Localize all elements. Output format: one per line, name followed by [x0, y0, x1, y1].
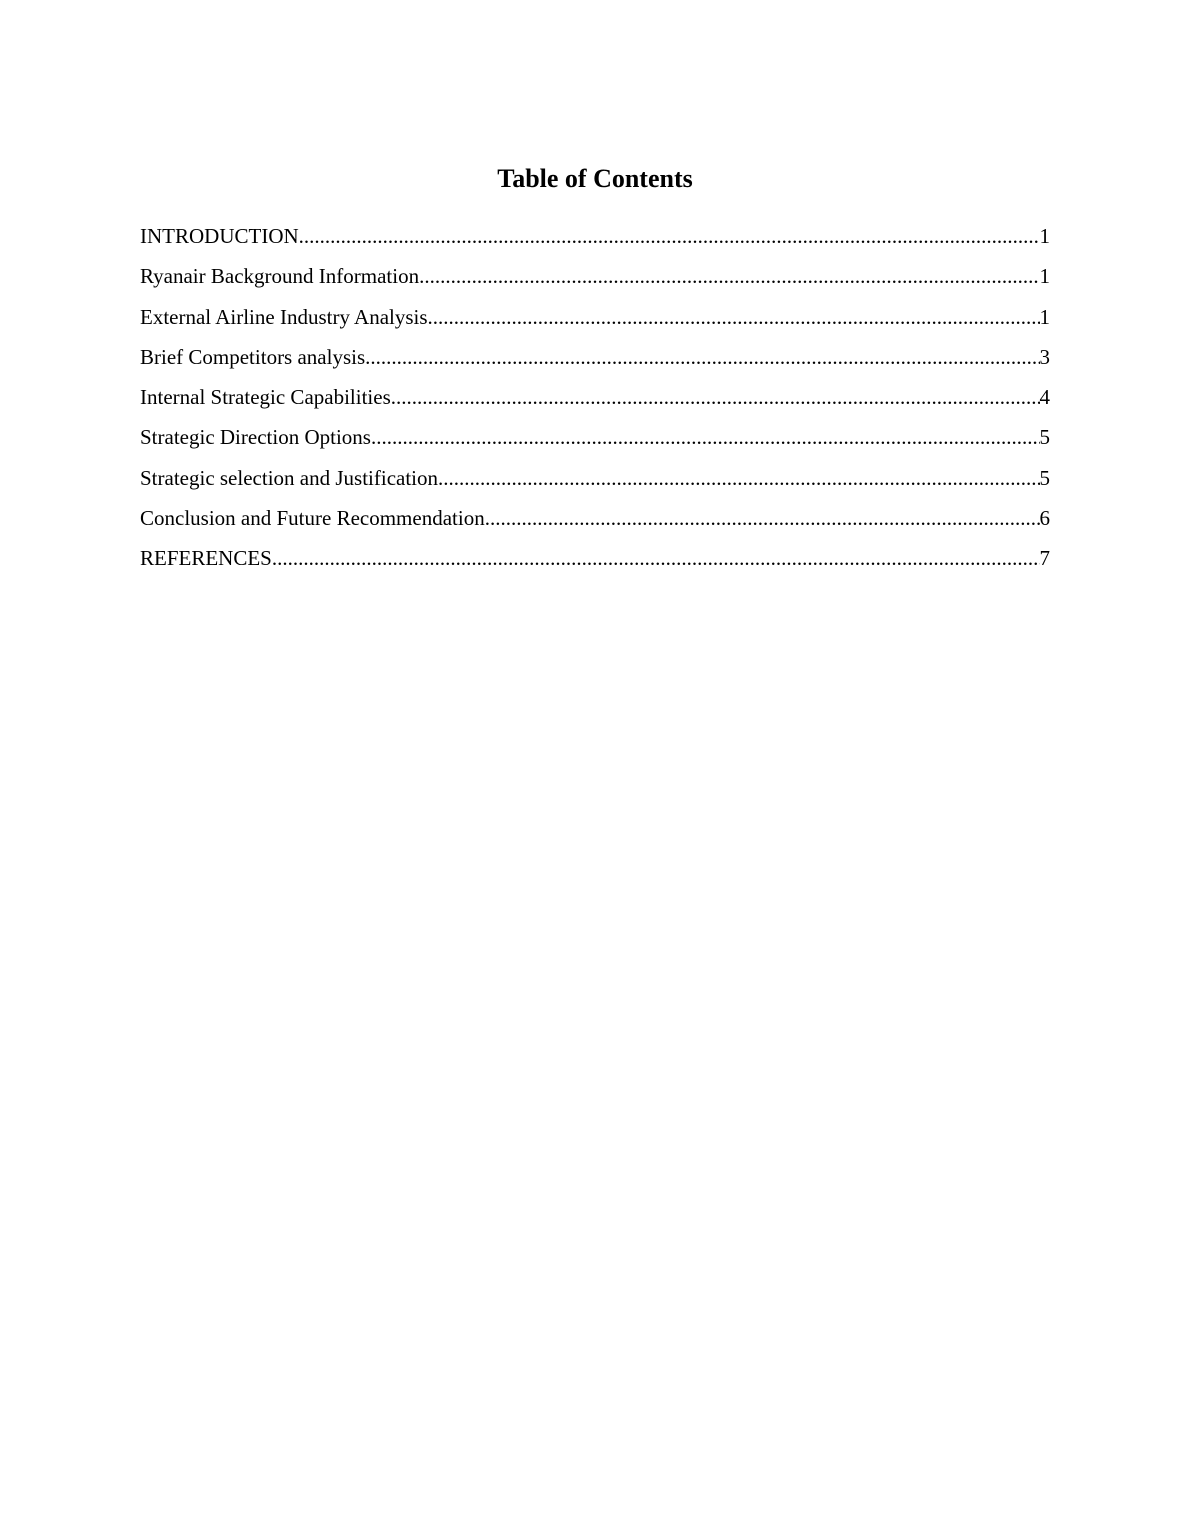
toc-page-number: 5 — [1039, 425, 1050, 450]
toc-page-number: 4 — [1039, 385, 1050, 410]
toc-entry-references[interactable] — [140, 544, 1050, 584]
toc-entry-label: Internal Strategic Capabilities — [140, 385, 391, 410]
toc-dot-leader — [299, 222, 1040, 250]
toc-entry-label: Strategic selection and Justification — [140, 465, 438, 490]
toc-dot-leader — [365, 343, 1039, 371]
toc-entry-label: REFERENCES — [140, 546, 272, 571]
toc-dot-leader — [485, 504, 1040, 532]
toc-page-number: 1 — [1039, 224, 1050, 248]
toc-dot-leader — [419, 262, 1039, 290]
toc-entry-label: External Airline Industry Analysis — [140, 304, 428, 329]
toc-entry-introduction[interactable] — [140, 222, 1050, 262]
toc-page-number: 7 — [1039, 546, 1050, 571]
toc-entry-label: INTRODUCTION — [140, 224, 299, 248]
toc-dot-leader — [438, 464, 1040, 492]
toc-page-number: 1 — [1039, 304, 1050, 329]
toc-entry-label: Conclusion and Future Recommendation — [140, 506, 485, 531]
toc-dot-leader — [391, 383, 1040, 411]
toc-dot-leader — [371, 423, 1040, 451]
toc-page-number: 5 — [1039, 465, 1050, 490]
toc-entry-external-analysis[interactable] — [140, 303, 1050, 343]
toc-entry-label: Ryanair Background Information — [140, 264, 420, 289]
toc-entry-internal-capabilities[interactable] — [140, 383, 1050, 423]
toc-dot-leader — [272, 544, 1040, 572]
toc-entry-label: Brief Competitors analysis — [140, 344, 366, 369]
toc-entry-label: Strategic Direction Options — [140, 425, 371, 450]
toc-title: Table of Contents — [497, 164, 693, 193]
toc-entry-strategic-direction[interactable] — [140, 423, 1050, 463]
toc-entry-ryanair-background[interactable] — [140, 262, 1050, 302]
toc-page-number: 1 — [1039, 264, 1050, 289]
toc-page-number: 6 — [1039, 506, 1050, 531]
toc-list — [140, 222, 1050, 585]
toc-entry-conclusion[interactable] — [140, 504, 1050, 544]
toc-dot-leader — [428, 303, 1040, 331]
toc-entry-strategic-selection[interactable] — [140, 464, 1050, 504]
toc-entry-competitors-analysis[interactable] — [140, 343, 1050, 383]
toc-page-number: 3 — [1039, 344, 1050, 369]
